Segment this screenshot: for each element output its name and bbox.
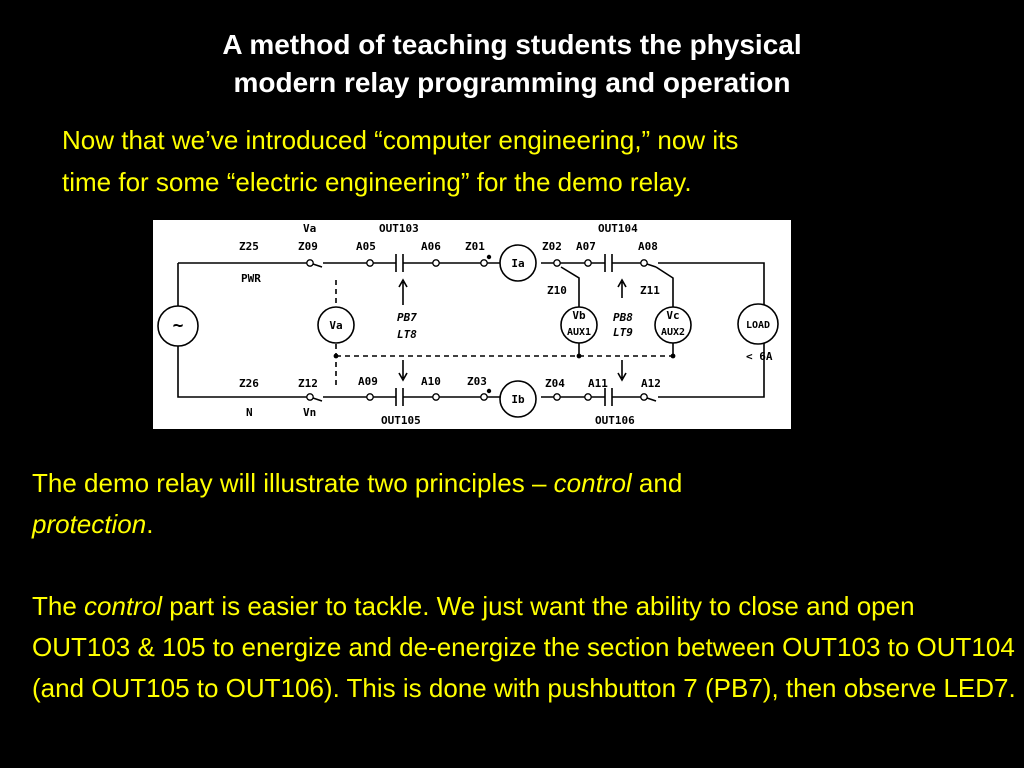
label-z25: Z25	[239, 240, 259, 253]
label-z04: Z04	[545, 377, 565, 390]
label-a08: A08	[638, 240, 658, 253]
intro-line-2: time for some “electric engineering” for the demo relay.	[62, 167, 692, 197]
ia-meter-label: Ia	[511, 257, 525, 270]
ib-meter-label: Ib	[511, 393, 525, 406]
title-line-2: modern relay programming and operation	[233, 67, 791, 98]
wire-top-5	[612, 263, 656, 267]
control-term: control	[553, 468, 632, 498]
vc-label: Vc	[666, 309, 680, 322]
terminal	[585, 394, 591, 400]
contact-out106	[605, 388, 612, 406]
relay-wiring-diagram	[153, 220, 791, 429]
slide-title	[0, 26, 1024, 102]
control-para-term: control	[84, 591, 163, 621]
label-va-top: Va	[303, 222, 317, 235]
terminal	[585, 260, 591, 266]
wire-top-left	[178, 263, 322, 267]
terminal	[307, 394, 313, 400]
label-current-rating: < 6A	[746, 350, 773, 363]
label-z26: Z26	[239, 377, 259, 390]
pb8-arrow-down	[618, 360, 626, 380]
terminal	[367, 260, 373, 266]
label-out106: OUT106	[595, 414, 635, 427]
label-out104: OUT104	[598, 222, 638, 235]
control-para-start: The	[32, 591, 85, 621]
paragraph-principles	[32, 463, 1017, 545]
label-a12: A12	[641, 377, 661, 390]
label-z01: Z01	[465, 240, 485, 253]
pb7-arrow-down	[399, 360, 407, 380]
aux2-label: AUX2	[660, 327, 686, 338]
principles-period: .	[146, 509, 154, 539]
principles-text: The demo relay will illustrate two principles –	[32, 468, 554, 498]
wire-left-lower	[178, 344, 322, 401]
wiring-svg	[153, 220, 791, 429]
terminal	[554, 394, 560, 400]
terminal	[554, 260, 560, 266]
contact-out103	[396, 254, 403, 272]
terminal	[481, 394, 487, 400]
terminal	[481, 260, 487, 266]
label-z03: Z03	[467, 375, 487, 388]
source-label: ~	[172, 315, 184, 336]
va-meter-label: Va	[329, 319, 343, 332]
contact-out105	[396, 388, 403, 406]
label-vn: Vn	[303, 406, 317, 419]
label-a11: A11	[588, 377, 608, 390]
terminal	[433, 260, 439, 266]
protection-term: protection	[32, 509, 147, 539]
label-a07: A07	[576, 240, 596, 253]
intro-line-1: Now that we’ve introduced “computer engineering,” now its	[62, 125, 739, 155]
label-n: N	[246, 406, 253, 419]
polarity-dot	[487, 389, 491, 393]
label-a05: A05	[356, 240, 376, 253]
terminal	[433, 394, 439, 400]
pb7-arrow-up	[399, 280, 407, 305]
junction-dot	[334, 354, 339, 359]
terminal	[641, 260, 647, 266]
label-out105: OUT105	[381, 414, 421, 427]
label-lt9: LT9	[613, 326, 633, 339]
junction-dot	[671, 354, 676, 359]
label-pwr: PWR	[241, 272, 261, 285]
label-z11: Z11	[640, 284, 660, 297]
label-a06: A06	[421, 240, 441, 253]
label-a10: A10	[421, 375, 441, 388]
label-z10: Z10	[547, 284, 567, 297]
paragraph-gap	[32, 545, 1017, 586]
label-out103: OUT103	[379, 222, 419, 235]
terminal	[641, 394, 647, 400]
label-lt8: LT8	[397, 328, 417, 341]
label-z09: Z09	[298, 240, 318, 253]
principles-and: and	[631, 468, 683, 498]
junction-dot	[577, 354, 582, 359]
wire-top-right	[658, 263, 764, 305]
label-pb8: PB8	[613, 311, 633, 324]
aux1-label: AUX1	[566, 327, 592, 338]
label-z02: Z02	[542, 240, 562, 253]
intro-text	[62, 119, 1002, 203]
polarity-dot	[487, 255, 491, 259]
load-label: LOAD	[745, 320, 771, 331]
label-pb7: PB7	[397, 311, 417, 324]
control-para-rest: part is easier to tackle. We just want the ability to close and open OUT103 & 105 to energize and de-energize the section between OUT103 to OUT104 (and OUT105 to OUT106). This is done with pushbutton 7 (PB7), then observe LED7.	[32, 591, 1016, 703]
pb8-arrow-up	[618, 280, 626, 298]
vb-label: Vb	[572, 309, 586, 322]
label-z12: Z12	[298, 377, 318, 390]
label-a09: A09	[358, 375, 378, 388]
contact-out104	[605, 254, 612, 272]
title-line-1: A method of teaching students the physical	[222, 29, 802, 60]
terminal	[307, 260, 313, 266]
body-text	[32, 463, 1017, 709]
paragraph-control	[32, 586, 1017, 709]
terminal	[367, 394, 373, 400]
